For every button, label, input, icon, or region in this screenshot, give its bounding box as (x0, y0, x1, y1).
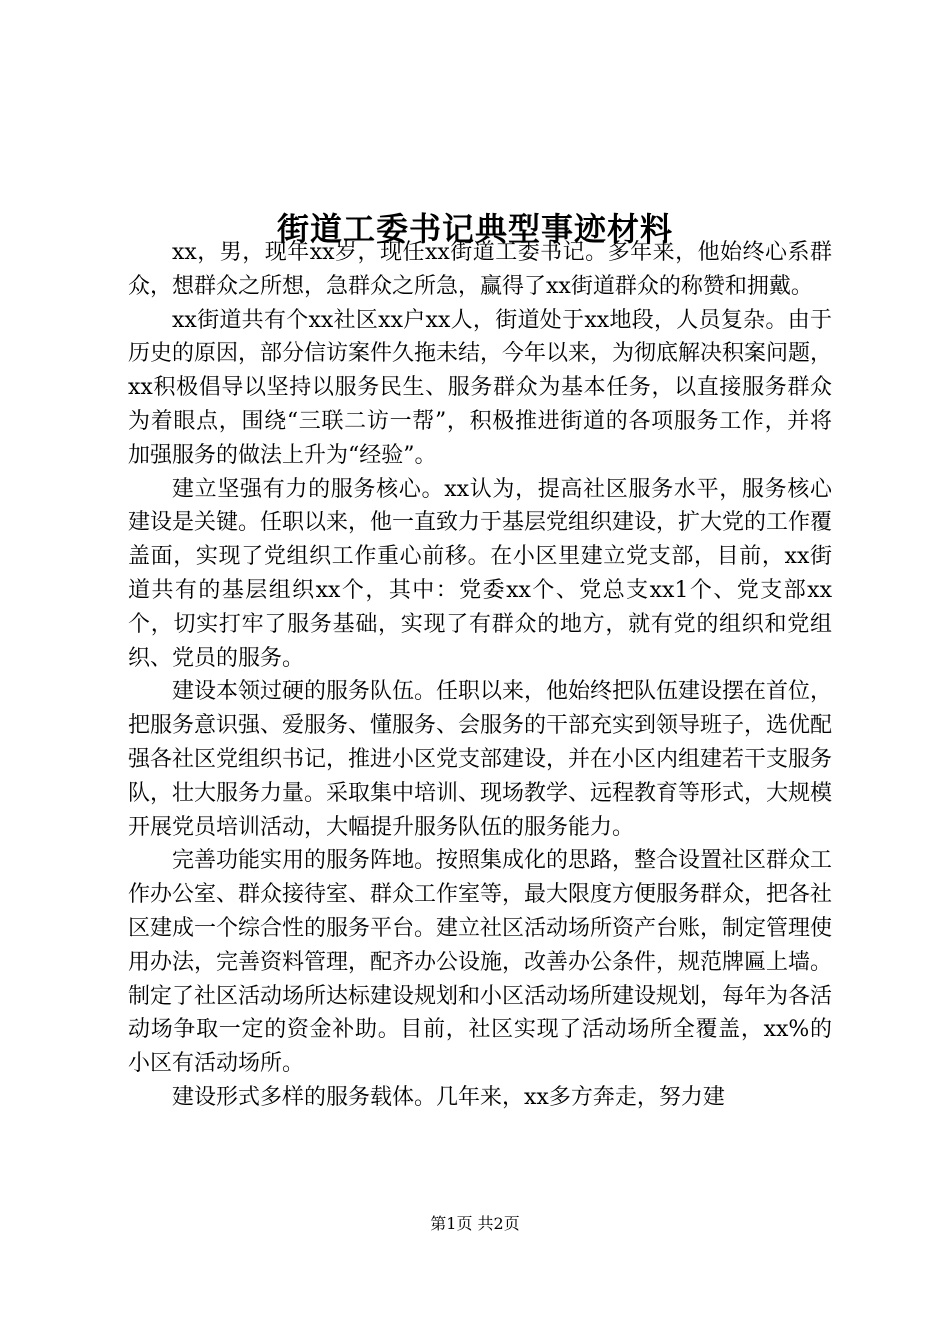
document-body (128, 236, 832, 1115)
paragraph-2: xx街道共有个xx社区xx户xx人，街道处于xx地段，人员复杂。由于历史的原因，部分信访案件久拖未结，今年以来，为彻底解决积案问题，xx积极倡导以坚持以服务民生、服务群众为基本任务，以直接服务群众为着眼点，围绕“三联二访一帮”，积极推进街道的各项服务工作，并将加强服务的做法上升为“经验”。 (128, 307, 833, 468)
page-number-footer: 第1页 共2页 (430, 1214, 520, 1233)
paragraph-4: 建设本领过硬的服务队伍。任职以来，他始终把队伍建设摆在首位，把服务意识强、爱服务、懂服务、会服务的干部充实到领导班子，选优配强各社区党组织书记，推进小区党支部建设，并在小区内组建若干支服务队，壮大服务力量。采取集中培训、现场教学、远程教育等形式，大规模开展党员培训活动，大幅提升服务队伍的服务能力。 (128, 679, 833, 840)
document-title: 街道工委书记典型事迹材料 (276, 210, 673, 249)
paragraph-6: 建设形式多样的服务载体。几年来，xx多方奔走，努力建 (172, 1084, 725, 1110)
paragraph-3: 建立坚强有力的服务核心。xx认为，提高社区服务水平，服务核心建设是关键。任职以来，他一直致力于基层党组织建设，扩大党的工作覆盖面，实现了党组织工作重心前移。在小区里建立党支部，目前，xx街道共有的基层组织xx个，其中：党委xx个、党总支xx1个、党支部xx个，切实打牢了服务基础，实现了有群众的地方，就有党的组织和党组织、党员的服务。 (128, 476, 833, 671)
paragraph-1: xx，男，现年xx岁，现任xx街道工委书记。多年来，他始终心系群众，想群众之所想，急群众之所急，赢得了xx街道群众的称赞和拥戴。 (128, 240, 832, 299)
paragraph-5: 完善功能实用的服务阵地。按照集成化的思路，整合设置社区群众工作办公室、群众接待室、群众工作室等，最大限度方便服务群众，把各社区建成一个综合性的服务平台。建立社区活动场所资产台账，制定管理使用办法，完善资料管理，配齐办公设施，改善办公条件，规范牌匾上墙。制定了社区活动场所达标建设规划和小区活动场所建设规划，每年为各活动场争取一定的资金补助。目前，社区实现了活动场所全覆盖，xx%的小区有活动场所。 (128, 848, 833, 1077)
